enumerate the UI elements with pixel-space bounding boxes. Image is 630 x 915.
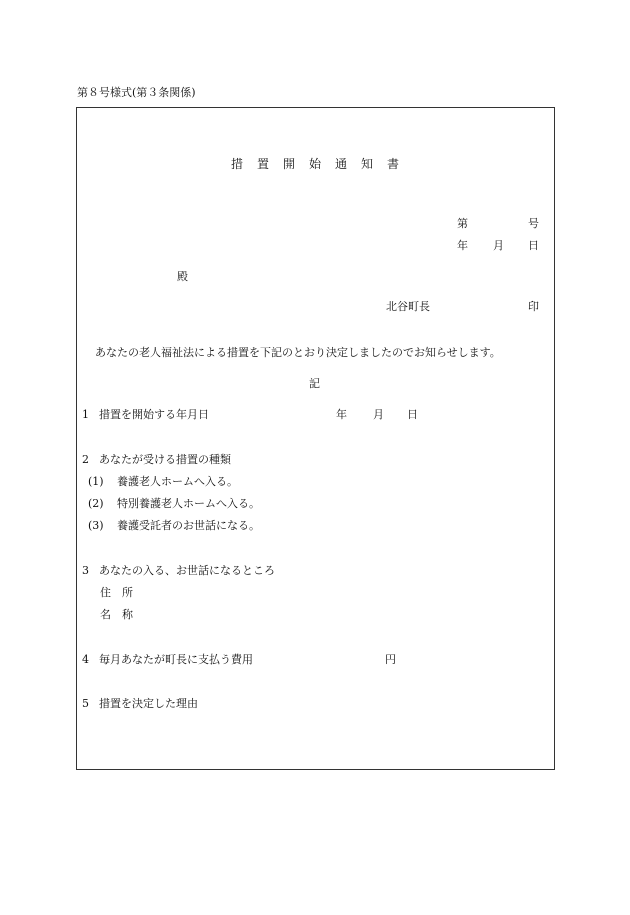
issuer-name: 北谷町長 xyxy=(386,300,430,313)
date-month: 月 xyxy=(493,239,504,252)
number-suffix: 号 xyxy=(528,217,539,230)
document-title xyxy=(0,155,630,172)
form-label: 第８号様式(第３条関係) xyxy=(77,86,196,99)
item5-label: 措置を決定した理由 xyxy=(99,697,198,710)
item1-label: 措置を開始する年月日 xyxy=(99,408,209,421)
intro-text: あなたの老人福祉法による措置を下記のとおり決定しましたのでお知らせします。 xyxy=(95,346,501,359)
item3-name-label: 名 称 xyxy=(100,608,133,621)
number-prefix: 第 xyxy=(457,217,468,230)
item4-label: 毎月あなたが町長に支払う費用 xyxy=(99,653,253,666)
item2-option-number: (1) xyxy=(88,475,104,488)
item4-unit: 円 xyxy=(385,653,396,666)
item1-day: 日 xyxy=(407,408,418,421)
title-char: 書 xyxy=(387,157,400,171)
item1-number: 1 xyxy=(82,408,89,421)
item2-label: あなたが受ける措置の種類 xyxy=(99,453,231,466)
title-char: 知 xyxy=(361,157,374,171)
ki-heading: 記 xyxy=(309,377,320,390)
item1-month: 月 xyxy=(373,408,384,421)
seal-mark: 印 xyxy=(528,300,539,313)
item2-option-text: 特別養護老人ホームへ入る。 xyxy=(117,497,260,510)
date-year: 年 xyxy=(457,239,468,252)
title-char: 措 xyxy=(230,157,243,171)
item3-number: 3 xyxy=(82,564,89,577)
title-char: 始 xyxy=(308,157,321,171)
item2-option-text: 養護老人ホームへ入る。 xyxy=(117,475,238,488)
item2-option-number: (3) xyxy=(88,519,104,532)
item2-number: 2 xyxy=(82,453,89,466)
item2-option-text: 養護受託者のお世話になる。 xyxy=(117,519,260,532)
item3-label: あなたの入る、お世話になるところ xyxy=(99,564,275,577)
item1-year: 年 xyxy=(336,408,347,421)
date-day: 日 xyxy=(528,239,539,252)
addressee-suffix: 殿 xyxy=(177,270,188,283)
item5-number: 5 xyxy=(82,697,89,710)
item3-address-label: 住 所 xyxy=(100,586,133,599)
title-char: 開 xyxy=(282,157,295,171)
item2-option-number: (2) xyxy=(88,497,104,510)
title-char: 置 xyxy=(256,157,269,171)
document-frame xyxy=(76,107,555,770)
title-char: 通 xyxy=(335,157,348,171)
item4-number: 4 xyxy=(82,653,89,666)
